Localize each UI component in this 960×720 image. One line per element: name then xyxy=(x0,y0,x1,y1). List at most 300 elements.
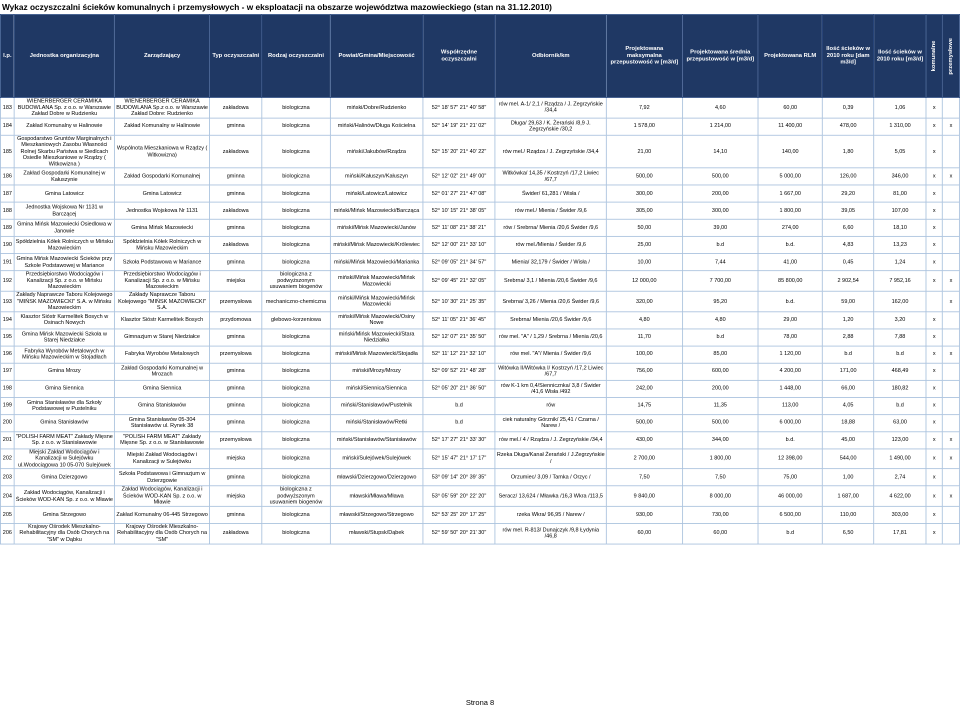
cell-powiat[interactable]: miński/Mińsk Mazowiecki/Osiny Nowe xyxy=(330,312,423,329)
cell-zarzadzajacy[interactable]: Zakład Komunalny w Halinowie xyxy=(114,118,209,135)
cell-rodzaj[interactable]: biologiczna z podwyższonym usuwaniem biogenów xyxy=(262,486,331,506)
cell-zarzadzajacy[interactable]: Klasztor Sióstr Karmelitek Bosych xyxy=(114,312,209,329)
cell-jednostka[interactable]: Jednostka Wojskowa Nr 1131 w Barczącej xyxy=(14,202,114,219)
cell-rodzaj[interactable]: biologiczna xyxy=(262,202,331,219)
cell-wspolrzedne[interactable]: 52° 14' 19" 21° 21' 02" xyxy=(423,118,495,135)
cell-rlm[interactable]: b.d. xyxy=(758,237,822,254)
cell-typ[interactable]: zakładowa xyxy=(210,237,262,254)
cell-rodzaj[interactable]: glebowo-korzeniowa xyxy=(262,312,331,329)
cell-wspolrzedne[interactable]: 52° 59' 50" 20° 21' 30" xyxy=(423,523,495,543)
cell-rodzaj[interactable]: biologiczna xyxy=(262,237,331,254)
cell-typ[interactable]: gminna xyxy=(210,254,262,271)
cell-rodzaj[interactable]: biologiczna xyxy=(262,254,331,271)
cell-srednia[interactable]: 730,00 xyxy=(682,506,758,523)
cell-zarzadzajacy[interactable]: "POLISH FARM MEAT" Zakłady Mięsne Sp. z o.o. w Stanisławowie xyxy=(114,431,209,448)
cell-ilosc-m3[interactable]: 180,82 xyxy=(874,380,926,397)
cell-powiat[interactable]: miński/Mińsk Mazowiecki/Stara Niedziałka xyxy=(330,329,423,346)
cell-powiat[interactable]: miński/Stanisławów/Pustelnik xyxy=(330,397,423,414)
cell-max[interactable]: 930,00 xyxy=(606,506,682,523)
col-rodzaj[interactable]: Rodzaj oczyszczalni xyxy=(262,14,331,97)
cell-typ[interactable]: gminna xyxy=(210,397,262,414)
cell-ilosc-m3[interactable]: 7 952,16 xyxy=(874,271,926,291)
col-przemyslowe[interactable] xyxy=(943,14,960,97)
cell-ilosc-m3[interactable]: 107,00 xyxy=(874,202,926,219)
cell-max[interactable]: 100,00 xyxy=(606,346,682,363)
cell-powiat[interactable]: miński/Sulejówek/Sulejówek xyxy=(330,449,423,469)
cell-rlm[interactable]: 6 000,00 xyxy=(758,414,822,431)
cell-srednia[interactable]: b.d xyxy=(682,237,758,254)
cell-ilosc-m3[interactable]: 4 622,00 xyxy=(874,486,926,506)
cell-ilosc-m3[interactable]: 18,10 xyxy=(874,220,926,237)
cell-typ[interactable]: zakładowa xyxy=(210,135,262,168)
cell-srednia[interactable]: 200,00 xyxy=(682,380,758,397)
cell-srednia[interactable]: 500,00 xyxy=(682,168,758,185)
cell-wspolrzedne[interactable]: 52° 09' 45" 21° 32' 05" xyxy=(423,271,495,291)
cell-max[interactable]: 305,00 xyxy=(606,202,682,219)
cell-jednostka[interactable]: Gmina Latowicz xyxy=(14,185,114,202)
cell-powiat[interactable]: miński/Stanisławów/Retki xyxy=(330,414,423,431)
cell-srednia[interactable]: 1 800,00 xyxy=(682,449,758,469)
cell-lp[interactable]: 183 xyxy=(0,98,14,118)
cell-wspolrzedne[interactable]: 52° 01' 27" 21° 47' 08" xyxy=(423,185,495,202)
cell-wspolrzedne[interactable]: 52° 11' 08" 21° 38' 21" xyxy=(423,220,495,237)
col-ilosc-m3[interactable]: Ilość ścieków w 2010 roku [m3/d] xyxy=(874,14,926,97)
cell-odbiornik[interactable]: ciek naturalny Górznik/ 25,41 / Czarna / Narew / xyxy=(495,414,606,431)
cell-przemyslowe[interactable] xyxy=(943,414,960,431)
cell-rlm[interactable]: 46 000,00 xyxy=(758,486,822,506)
cell-ilosc-dam[interactable]: 6,60 xyxy=(822,220,874,237)
cell-komunalne[interactable]: x xyxy=(926,118,943,135)
cell-max[interactable]: 430,00 xyxy=(606,431,682,448)
cell-odbiornik[interactable]: rów xyxy=(495,397,606,414)
cell-max[interactable]: 7,50 xyxy=(606,469,682,486)
cell-typ[interactable]: gminna xyxy=(210,506,262,523)
cell-ilosc-dam[interactable]: 1 687,00 xyxy=(822,486,874,506)
cell-wspolrzedne[interactable]: 53° 05' 59" 20° 22' 20" xyxy=(423,486,495,506)
cell-srednia[interactable]: 95,20 xyxy=(682,291,758,311)
cell-komunalne[interactable]: x xyxy=(926,312,943,329)
cell-odbiornik[interactable]: Witówka II/Witówka I/ Kostrzyń /17,2 Liwiec /67,7 xyxy=(495,363,606,380)
cell-typ[interactable]: zakładowa xyxy=(210,523,262,543)
cell-komunalne[interactable]: x xyxy=(926,254,943,271)
cell-lp[interactable]: 197 xyxy=(0,363,14,380)
cell-rodzaj[interactable]: biologiczna xyxy=(262,397,331,414)
cell-typ[interactable]: miejska xyxy=(210,271,262,291)
cell-rodzaj[interactable]: biologiczna xyxy=(262,380,331,397)
cell-lp[interactable]: 185 xyxy=(0,135,14,168)
cell-przemyslowe[interactable]: x xyxy=(943,431,960,448)
cell-typ[interactable]: gminna xyxy=(210,363,262,380)
cell-jednostka[interactable]: Spółdzielnia Kółek Rolniczych w Mińsku Mazowieckim xyxy=(14,237,114,254)
cell-rodzaj[interactable]: biologiczna xyxy=(262,523,331,543)
cell-powiat[interactable]: miński/Kałuszyn/Kałuszyn xyxy=(330,168,423,185)
cell-rodzaj[interactable]: biologiczna xyxy=(262,506,331,523)
cell-typ[interactable]: przydomowa xyxy=(210,312,262,329)
cell-rodzaj[interactable]: biologiczna xyxy=(262,449,331,469)
cell-ilosc-m3[interactable]: b.d xyxy=(874,397,926,414)
cell-srednia[interactable]: 14,10 xyxy=(682,135,758,168)
cell-wspolrzedne[interactable]: 52° 12' 00" 21° 33' 10" xyxy=(423,237,495,254)
cell-ilosc-m3[interactable]: b.d xyxy=(874,346,926,363)
cell-wspolrzedne[interactable]: 52° 10' 15" 21° 38' 05" xyxy=(423,202,495,219)
cell-powiat[interactable]: miński/Mińsk Mazowiecki/Królewiec xyxy=(330,237,423,254)
cell-przemyslowe[interactable] xyxy=(943,523,960,543)
cell-przemyslowe[interactable]: x xyxy=(943,486,960,506)
cell-ilosc-dam[interactable]: 1,00 xyxy=(822,469,874,486)
cell-max[interactable]: 14,75 xyxy=(606,397,682,414)
cell-przemyslowe[interactable]: x xyxy=(943,118,960,135)
cell-rlm[interactable]: 140,00 xyxy=(758,135,822,168)
cell-rlm[interactable]: 75,00 xyxy=(758,469,822,486)
cell-jednostka[interactable]: Gmina Mińsk Mazowiecki Szkoła w Starej Niedziałce xyxy=(14,329,114,346)
col-powiat[interactable]: Powiat/Gmina/Miejscowość xyxy=(330,14,423,97)
cell-powiat[interactable]: mławski/Stupsk/Dąbek xyxy=(330,523,423,543)
cell-ilosc-dam[interactable]: 4,83 xyxy=(822,237,874,254)
cell-typ[interactable]: gminna xyxy=(210,469,262,486)
cell-srednia[interactable]: 39,00 xyxy=(682,220,758,237)
cell-lp[interactable]: 205 xyxy=(0,506,14,523)
cell-rlm[interactable]: 1 667,00 xyxy=(758,185,822,202)
cell-zarzadzajacy[interactable]: Przedsiębiorstwo Wodociągów i Kanalizacji Sp. z o.o. w Mińsku Mazowieckim xyxy=(114,271,209,291)
cell-ilosc-m3[interactable]: 81,00 xyxy=(874,185,926,202)
cell-zarzadzajacy[interactable]: Gmina Mińsk Mazowiecki xyxy=(114,220,209,237)
cell-wspolrzedne[interactable]: 52° 05' 20" 21° 36' 50" xyxy=(423,380,495,397)
cell-jednostka[interactable]: WIENERBERGER CERAMIKA BUDOWLANA Sp. z o.o. w Warszawie Zakład Dobre w Rudzienku xyxy=(14,98,114,118)
cell-srednia[interactable]: 4,80 xyxy=(682,312,758,329)
cell-ilosc-m3[interactable]: 3,20 xyxy=(874,312,926,329)
cell-komunalne[interactable]: x xyxy=(926,486,943,506)
cell-ilosc-dam[interactable]: 45,00 xyxy=(822,431,874,448)
cell-max[interactable]: 756,00 xyxy=(606,363,682,380)
cell-komunalne[interactable]: x xyxy=(926,523,943,543)
cell-zarzadzajacy[interactable]: Zakład Gospodarki Komunalnej w Mrozach xyxy=(114,363,209,380)
cell-lp[interactable]: 204 xyxy=(0,486,14,506)
cell-komunalne[interactable]: x xyxy=(926,271,943,291)
cell-jednostka[interactable]: Gmina Strzegowo xyxy=(14,506,114,523)
cell-lp[interactable]: 184 xyxy=(0,118,14,135)
cell-komunalne[interactable]: x xyxy=(926,449,943,469)
cell-typ[interactable]: gminna xyxy=(210,118,262,135)
cell-wspolrzedne[interactable]: 52° 11' 05" 21° 36' 45" xyxy=(423,312,495,329)
cell-rlm[interactable]: 41,00 xyxy=(758,254,822,271)
cell-jednostka[interactable]: Gospodarstwo Gruntów Marginalnych i Mieszkaniowych Zasobu Własności Rolnej Skarbu Państwa w Siedlcach Osiedle Mieszkaniowe w Rządzy ( Witkowizna ) xyxy=(14,135,114,168)
cell-lp[interactable]: 193 xyxy=(0,291,14,311)
cell-odbiornik[interactable]: rów / Srebrna/ Mienia /20,6 Świder /9,6 xyxy=(495,220,606,237)
cell-odbiornik[interactable]: Rzeka Długa/Kanał Żerański / J.Zegrzyńskie / xyxy=(495,449,606,469)
cell-rodzaj[interactable]: biologiczna xyxy=(262,329,331,346)
cell-przemyslowe[interactable] xyxy=(943,254,960,271)
cell-komunalne[interactable]: x xyxy=(926,414,943,431)
cell-powiat[interactable]: miński/Siennica/Siennica xyxy=(330,380,423,397)
cell-srednia[interactable]: 85,00 xyxy=(682,346,758,363)
cell-zarzadzajacy[interactable]: Gmina Siennica xyxy=(114,380,209,397)
cell-srednia[interactable]: 11,35 xyxy=(682,397,758,414)
cell-rlm[interactable]: 5 000,00 xyxy=(758,168,822,185)
col-odbiornik[interactable]: Odbiornik/km xyxy=(495,14,606,97)
cell-rodzaj[interactable]: biologiczna xyxy=(262,135,331,168)
cell-powiat[interactable]: miński/Mińsk Mazowiecki/Janów xyxy=(330,220,423,237)
cell-przemyslowe[interactable]: x xyxy=(943,168,960,185)
cell-lp[interactable]: 203 xyxy=(0,469,14,486)
cell-wspolrzedne[interactable]: 52° 11' 12" 21° 32' 10" xyxy=(423,346,495,363)
cell-przemyslowe[interactable] xyxy=(943,220,960,237)
cell-powiat[interactable]: miński/Mińsk Mazowiecki/Barcząca xyxy=(330,202,423,219)
cell-jednostka[interactable]: Gmina Mrozy xyxy=(14,363,114,380)
cell-jednostka[interactable]: Zakład Komunalny w Halinowie xyxy=(14,118,114,135)
cell-odbiornik[interactable]: Świder/ 61,281 / Wisła / xyxy=(495,185,606,202)
cell-lp[interactable]: 192 xyxy=(0,271,14,291)
cell-jednostka[interactable]: Fabryka Wyrobów Metalowych w Mińsku Mazowieckim w Stojadłach xyxy=(14,346,114,363)
cell-typ[interactable]: miejska xyxy=(210,486,262,506)
cell-odbiornik[interactable]: Srebrna/ 3,1 / Mienia /20,6 Świder /9,6 xyxy=(495,271,606,291)
cell-przemyslowe[interactable] xyxy=(943,380,960,397)
cell-komunalne[interactable]: x xyxy=(926,397,943,414)
cell-wspolrzedne[interactable]: 52° 12' 02" 21° 49' 00" xyxy=(423,168,495,185)
cell-komunalne[interactable]: x xyxy=(926,220,943,237)
cell-jednostka[interactable]: Krajowy Ośrodek Mieszkalno-Rehabilitacyjny dla Osób Chorych na "SM" w Dąbku xyxy=(14,523,114,543)
cell-rodzaj[interactable]: biologiczna z podwyższonym usuwaniem biogenów xyxy=(262,271,331,291)
cell-lp[interactable]: 201 xyxy=(0,431,14,448)
cell-przemyslowe[interactable] xyxy=(943,469,960,486)
cell-wspolrzedne[interactable]: 52° 53' 25" 20° 17' 25" xyxy=(423,506,495,523)
cell-rlm[interactable]: b.d xyxy=(758,523,822,543)
cell-ilosc-dam[interactable]: 478,00 xyxy=(822,118,874,135)
cell-lp[interactable]: 198 xyxy=(0,380,14,397)
cell-ilosc-dam[interactable]: 0,39 xyxy=(822,98,874,118)
cell-jednostka[interactable]: Gmina Stanisławów dla Szkoły Podstawowej w Pustelniku xyxy=(14,397,114,414)
cell-przemyslowe[interactable]: x xyxy=(943,271,960,291)
cell-odbiornik[interactable]: rzeka Wkra/ 96,95 / Narew / xyxy=(495,506,606,523)
cell-powiat[interactable]: miński/Latowicz/Latowicz xyxy=(330,185,423,202)
cell-przemyslowe[interactable] xyxy=(943,237,960,254)
cell-odbiornik[interactable]: rów mel./ Rządza / J. Zegrzyńskie /34,4 xyxy=(495,135,606,168)
cell-rodzaj[interactable]: biologiczna xyxy=(262,98,331,118)
cell-ilosc-m3[interactable]: 1,06 xyxy=(874,98,926,118)
cell-ilosc-dam[interactable]: 544,00 xyxy=(822,449,874,469)
cell-odbiornik[interactable]: rów mel. R-813/ Dunajczyk /9,8 Łydynia /46,8 xyxy=(495,523,606,543)
cell-przemyslowe[interactable]: x xyxy=(943,346,960,363)
col-wspolrzedne[interactable]: Współrzędne oczyszczalni xyxy=(423,14,495,97)
cell-rlm[interactable]: 113,00 xyxy=(758,397,822,414)
cell-ilosc-dam[interactable]: 171,00 xyxy=(822,363,874,380)
cell-max[interactable]: 12 000,00 xyxy=(606,271,682,291)
cell-wspolrzedne[interactable]: 52° 15' 20" 21° 40' 22" xyxy=(423,135,495,168)
cell-odbiornik[interactable]: Długa/ 29,63 / K. Żerański /8,9 J. Zegrzyńskie /30,2 xyxy=(495,118,606,135)
cell-odbiornik[interactable]: rów mel. A-1/ 2,1 / Rządza / J. Zegrzyńskie /34,4 xyxy=(495,98,606,118)
cell-powiat[interactable]: miński/Stanisławów/Stanisławów xyxy=(330,431,423,448)
cell-ilosc-dam[interactable]: 4,05 xyxy=(822,397,874,414)
cell-wspolrzedne[interactable]: 52° 10' 30" 21° 25' 35" xyxy=(423,291,495,311)
cell-komunalne[interactable]: x xyxy=(926,168,943,185)
cell-max[interactable]: 500,00 xyxy=(606,168,682,185)
col-rlm[interactable]: Projektowana RLM xyxy=(758,14,822,97)
cell-odbiornik[interactable]: Srebrna/ 3,26 / Mienia /20,6 Świder /9,6 xyxy=(495,291,606,311)
cell-rlm[interactable]: b.d. xyxy=(758,431,822,448)
cell-typ[interactable]: gminna xyxy=(210,220,262,237)
cell-ilosc-m3[interactable]: 5,05 xyxy=(874,135,926,168)
cell-rodzaj[interactable]: biologiczna xyxy=(262,414,331,431)
cell-komunalne[interactable]: x xyxy=(926,237,943,254)
cell-zarzadzajacy[interactable]: Krajowy Ośrodek Mieszkalno-Rehabilitacyjny dla Osób Chorych na "SM" xyxy=(114,523,209,543)
cell-rlm[interactable]: 60,00 xyxy=(758,98,822,118)
cell-zarzadzajacy[interactable]: Gimnazjum w Starej Niedziałce xyxy=(114,329,209,346)
cell-przemyslowe[interactable] xyxy=(943,329,960,346)
cell-przemyslowe[interactable] xyxy=(943,363,960,380)
cell-odbiornik[interactable]: rów mel./ 4 / Rządza / J. Zegrzyńskie /34,4 xyxy=(495,431,606,448)
cell-ilosc-m3[interactable]: 1,24 xyxy=(874,254,926,271)
cell-srednia[interactable]: 600,00 xyxy=(682,363,758,380)
cell-zarzadzajacy[interactable]: Spółdzielnia Kółek Rolniczych w Mińsku Mazowieckim xyxy=(114,237,209,254)
cell-rodzaj[interactable]: biologiczna xyxy=(262,346,331,363)
cell-rlm[interactable]: 12 398,00 xyxy=(758,449,822,469)
cell-wspolrzedne[interactable]: 52° 15' 47" 21° 17' 17" xyxy=(423,449,495,469)
cell-srednia[interactable]: 500,00 xyxy=(682,414,758,431)
cell-odbiornik[interactable]: rów mel. "A"/ Mienia / Świder /9,6 xyxy=(495,346,606,363)
cell-ilosc-m3[interactable]: 7,88 xyxy=(874,329,926,346)
cell-jednostka[interactable]: Zakłady Naprawcze Taboru Kolejowego "MIŃSK MAZOWIECKI" S.A. w Mińsku Mazowieckim xyxy=(16,291,113,311)
cell-rodzaj[interactable]: biologiczna xyxy=(262,431,331,448)
cell-ilosc-dam[interactable]: 59,00 xyxy=(822,291,874,311)
cell-przemyslowe[interactable] xyxy=(943,185,960,202)
cell-max[interactable]: 320,00 xyxy=(606,291,682,311)
cell-srednia[interactable]: 4,60 xyxy=(682,98,758,118)
cell-wspolrzedne[interactable]: 52° 18' 57" 21° 40' 58" xyxy=(423,98,495,118)
cell-jednostka[interactable]: Gmina Mińsk Mazowiecki Osiedlowa w Janowie xyxy=(14,220,114,237)
col-max[interactable]: Projektowana maksymalna przepustowość w [m3/d] xyxy=(606,14,682,97)
cell-srednia[interactable]: 7,44 xyxy=(682,254,758,271)
cell-typ[interactable]: miejska xyxy=(210,449,262,469)
cell-zarzadzajacy[interactable]: Zakład Gospodarki Komunalnej xyxy=(114,168,209,185)
cell-zarzadzajacy[interactable]: Zakład Wodociągów, Kanalizacji i Ścieków WOD-KAN Sp. z o.o. w Mławie xyxy=(114,486,209,506)
cell-ilosc-dam[interactable]: 110,00 xyxy=(822,506,874,523)
cell-lp[interactable]: 186 xyxy=(0,168,14,185)
cell-odbiornik[interactable]: rów mel./ Mienia / Świder /9,6 xyxy=(495,202,606,219)
cell-jednostka[interactable]: Gmina Siennica xyxy=(14,380,114,397)
cell-max[interactable]: 25,00 xyxy=(606,237,682,254)
cell-ilosc-m3[interactable]: 17,81 xyxy=(874,523,926,543)
cell-wspolrzedne[interactable]: b.d xyxy=(423,397,495,414)
cell-ilosc-dam[interactable]: 6,50 xyxy=(822,523,874,543)
cell-rodzaj[interactable]: biologiczna xyxy=(262,168,331,185)
cell-srednia[interactable]: 60,00 xyxy=(682,523,758,543)
cell-zarzadzajacy[interactable]: Szkoła Podstawowa i Gimnazjum w Dzierzgowie xyxy=(114,469,209,486)
cell-typ[interactable]: zakładowa xyxy=(210,202,262,219)
cell-rlm[interactable]: 85 800,00 xyxy=(758,271,822,291)
cell-odbiornik[interactable]: Orzumiec/ 3,09 / Tamka / Orzyc / xyxy=(495,469,606,486)
cell-powiat[interactable]: miński/Mińsk Mazowiecki/Marianka xyxy=(330,254,423,271)
cell-rodzaj[interactable]: biologiczna xyxy=(262,469,331,486)
cell-zarzadzajacy[interactable]: Zakłady Naprawcze Taboru Kolejowego "MIŃSK MAZOWIECKI" S.A. xyxy=(114,291,209,311)
col-komunalne[interactable] xyxy=(926,14,943,97)
cell-jednostka[interactable]: Miejski Zakład Wodociągów i Kanalizacji w Sulejówku ul.Wodociągowa 10 05-070 Sulejówek xyxy=(14,449,114,469)
cell-jednostka[interactable]: Klasztor Sióstr Karmelitek Bosych w Osinach Nowych xyxy=(14,312,114,329)
cell-wspolrzedne[interactable]: 52° 09' 05" 21° 34' 57" xyxy=(423,254,495,271)
cell-lp[interactable]: 194 xyxy=(0,312,14,329)
cell-ilosc-m3[interactable]: 468,49 xyxy=(874,363,926,380)
cell-odbiornik[interactable]: Seracz/ 13,624 / Mławka /16,3 Wkra /113,5 xyxy=(495,486,606,506)
cell-jednostka[interactable]: Gmina Mińsk Mazowiecki Ścieków przy Szkole Podstawowej w Mariance xyxy=(14,254,114,271)
cell-powiat[interactable]: mławski/Dzierzgowo/Dzierzgowo xyxy=(330,469,423,486)
cell-lp[interactable]: 190 xyxy=(0,237,14,254)
cell-rlm[interactable]: 1 120,00 xyxy=(758,346,822,363)
cell-typ[interactable]: przemysłowa xyxy=(210,346,262,363)
cell-przemyslowe[interactable]: x xyxy=(943,291,960,311)
cell-komunalne[interactable]: x xyxy=(926,380,943,397)
cell-zarzadzajacy[interactable]: Szkoła Podstawowa w Mariance xyxy=(114,254,209,271)
cell-typ[interactable]: przemysłowa xyxy=(210,291,262,311)
cell-max[interactable]: 2 700,00 xyxy=(606,449,682,469)
cell-wspolrzedne[interactable]: 53° 09' 14" 20° 39' 35" xyxy=(423,469,495,486)
cell-typ[interactable]: przemysłowa xyxy=(210,431,262,448)
cell-max[interactable]: 10,00 xyxy=(606,254,682,271)
cell-rodzaj[interactable]: mechaniczno-chemiczna xyxy=(262,291,331,311)
cell-max[interactable]: 9 840,00 xyxy=(606,486,682,506)
cell-odbiornik[interactable]: Mienia/ 32,179 / Świder / Wisła / xyxy=(495,254,606,271)
cell-zarzadzajacy[interactable]: Zakład Komunalny 06-445 Strzegowo xyxy=(114,506,209,523)
cell-zarzadzajacy[interactable]: Gmina Latowicz xyxy=(114,185,209,202)
cell-typ[interactable]: gminna xyxy=(210,185,262,202)
cell-powiat[interactable]: miński/Mińsk Mazowiecki/Mińsk Mazowiecki xyxy=(330,271,423,291)
cell-jednostka[interactable]: "POLISH FARM MEAT" Zakłady Mięsne Sp. z o.o. w Stanisławowie xyxy=(14,431,114,448)
cell-rlm[interactable]: 274,00 xyxy=(758,220,822,237)
cell-zarzadzajacy[interactable]: Gmina Stanisławów xyxy=(114,397,209,414)
cell-rlm[interactable]: 11 400,00 xyxy=(758,118,822,135)
cell-jednostka[interactable]: Gmina Stanisławów xyxy=(14,414,114,431)
cell-lp[interactable]: 191 xyxy=(0,254,14,271)
cell-odbiornik[interactable]: rów mel. "A" / 1,29 / Srebrna / Mienia /20,6 xyxy=(495,329,606,346)
cell-komunalne[interactable]: x xyxy=(926,363,943,380)
cell-ilosc-dam[interactable]: 18,88 xyxy=(822,414,874,431)
cell-ilosc-m3[interactable]: 1 310,00 xyxy=(874,118,926,135)
cell-zarzadzajacy[interactable]: Miejski Zakład Wodociągów i Kanalizacji w Sulejówku xyxy=(114,449,209,469)
cell-max[interactable]: 50,00 xyxy=(606,220,682,237)
cell-komunalne[interactable]: x xyxy=(926,506,943,523)
col-typ[interactable]: Typ oczyszczalni xyxy=(210,14,262,97)
cell-rlm[interactable]: 1 448,00 xyxy=(758,380,822,397)
cell-zarzadzajacy[interactable]: Wspólnota Mieszkaniowa w Rządzy ( Witkowizna) xyxy=(114,135,209,168)
cell-lp[interactable]: 199 xyxy=(0,397,14,414)
cell-komunalne[interactable]: x xyxy=(926,135,943,168)
cell-max[interactable]: 11,70 xyxy=(606,329,682,346)
cell-max[interactable]: 60,00 xyxy=(606,523,682,543)
cell-max[interactable]: 1 578,00 xyxy=(606,118,682,135)
cell-max[interactable]: 21,00 xyxy=(606,135,682,168)
cell-rodzaj[interactable]: biologiczna xyxy=(262,185,331,202)
cell-ilosc-m3[interactable]: 123,00 xyxy=(874,431,926,448)
col-srednia[interactable]: Projektowana średnia przepustowość w [m3/d] xyxy=(682,14,758,97)
cell-komunalne[interactable]: x xyxy=(926,329,943,346)
cell-zarzadzajacy[interactable]: Fabryka Wyrobów Metalowych xyxy=(114,346,209,363)
cell-lp[interactable]: 188 xyxy=(0,202,14,219)
cell-powiat[interactable]: miński/Mińsk Mazowiecki/Mińsk Mazowiecki xyxy=(330,291,423,311)
cell-ilosc-dam[interactable]: 1,80 xyxy=(822,135,874,168)
cell-odbiornik[interactable]: rów mel./Mienia / Świder /9,6 xyxy=(495,237,606,254)
cell-wspolrzedne[interactable]: 52° 09' 52" 21° 48' 28" xyxy=(423,363,495,380)
cell-przemyslowe[interactable]: x xyxy=(943,449,960,469)
cell-lp[interactable]: 196 xyxy=(0,346,14,363)
cell-jednostka[interactable]: Zakład Wodociągów, Kanalizacji i Ścieków WOD-KAN Sp. z o.o. w Mławie xyxy=(14,486,114,506)
cell-przemyslowe[interactable] xyxy=(943,135,960,168)
cell-przemyslowe[interactable] xyxy=(943,397,960,414)
cell-powiat[interactable]: miński/Mrozy/Mrozy xyxy=(330,363,423,380)
cell-typ[interactable]: zakładowa xyxy=(210,98,262,118)
cell-komunalne[interactable]: x xyxy=(926,346,943,363)
cell-odbiornik[interactable]: Srebrna/ Mienia /20,6 Świder /9,6 xyxy=(495,312,606,329)
cell-rodzaj[interactable]: biologiczna xyxy=(262,220,331,237)
cell-ilosc-m3[interactable]: 13,23 xyxy=(874,237,926,254)
cell-max[interactable]: 7,92 xyxy=(606,98,682,118)
cell-rlm[interactable]: b.d. xyxy=(758,291,822,311)
